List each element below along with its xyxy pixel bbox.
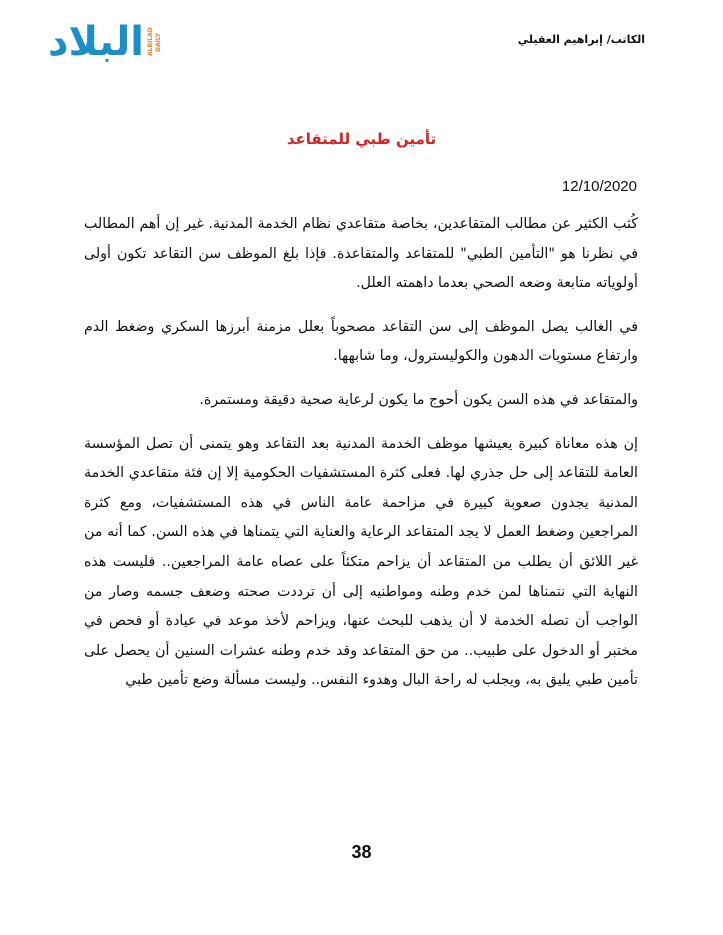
paragraph-2: في الغالب يصل الموظف إلى سن التقاعد مصحوباً بعلل مزمنة أبرزها السكري وضغط الدم وارتفاع مستويات الدهون والكوليسترول، وما شابهها. <box>84 318 638 365</box>
author-line: الكاتب/ إبراهيم العقيلي <box>517 33 645 46</box>
article-date: 12/10/2020 <box>561 178 637 195</box>
page-number: 38 <box>351 842 372 862</box>
paragraph-1: كُثب الكثير عن مطالب المتقاعدين، بخاصة متقاعدي نظام الخدمة المدنية. غير إن أهم المطالب في نظرنا هو "التأمين الطبي" للمتقاعد والمتقاعدة. فإذا بلغ الموظف سن التقاعد تكون أولى أولوياته متابعة وضعه الصحي بعدما داهمته العلل. <box>84 216 638 292</box>
article-title: تأمين طبي للمتقاعد <box>286 130 437 148</box>
paragraph-4: إن هذه معاناة كبيرة يعيشها موظف الخدمة المدنية بعد التقاعد وهو يتمنى أن تصل المؤسسة العامة للتقاعد إلى حل جذري لها. فعلى كثرة المستشفيات الحكومية إلا إن فئة متقاعدي الخدمة المدنية يجدون صعوبة كبيرة في مزاحمة عامة الناس في هذه المستشفيات، ومع كثرة المراجعين وضغط العمل لا يجد المتقاعد الرعاية والعناية التي يتمناها في هذه السن. كما أنه من غير اللائق أن يطلب من المتقاعد أن يزاحم متكئاً على عصاه عامة المراجعين.. فليست هذه النهاية التي نتمناها لمن خدم وطنه ومواطنيه إلى أن ترددت صحته وضعف جسمه وصار من الواجب أن تصله الخدمة لا أن يذهب للبحث عنها، ويزاحم لأخذ موعد في عيادة أو فحص في مختبر أو الدخول على طبيب.. من حق المتقاعد وقد خدم وطنه عشرات السنين أن يحصل على تأمين طبي يليق به، ويجلب له راحة البال وهدوء النفس.. وليست مسألة وضع تأمين طبي <box>84 435 638 689</box>
newspaper-logo <box>48 18 163 66</box>
paragraph-3: والمتقاعد في هذه السن يكون أحوج ما يكون لرعاية صحية دقيقة ومستمرة. <box>199 391 638 408</box>
article-body <box>84 210 638 710</box>
logo-tagline: ALBILAD DAILY <box>146 27 162 57</box>
logo-wordmark: البلاد <box>48 19 144 65</box>
